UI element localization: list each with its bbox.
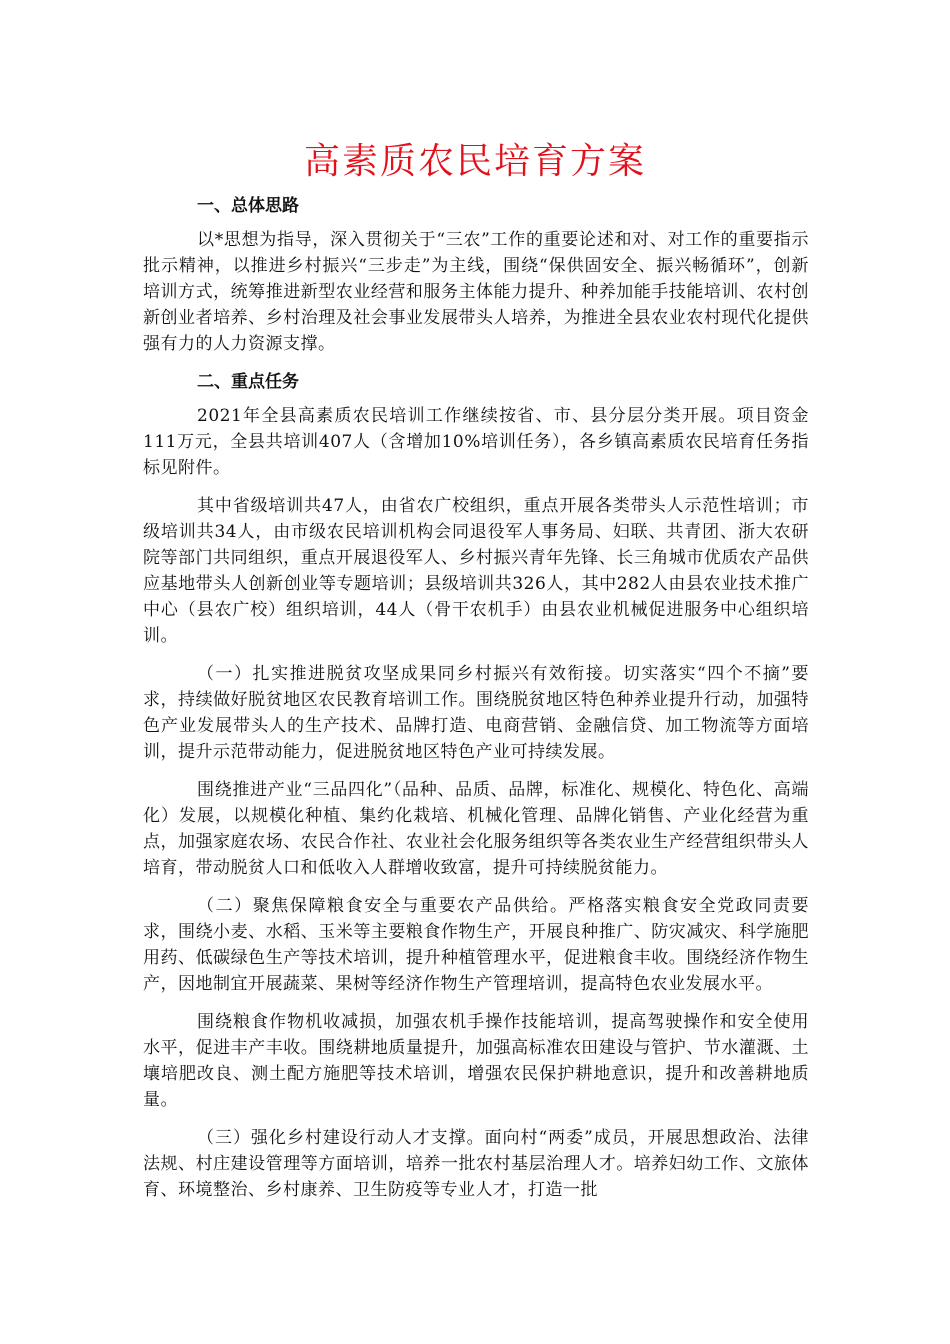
section-heading-overall-approach: 一、总体思路 xyxy=(197,196,299,216)
paragraph: （二）聚焦保障粮食安全与重要农产品供给。严格落实粮食安全党政同责要求，围绕小麦、水稻、玉米等主要粮食作物生产，开展良种推广、防灾减灾、科学施肥用药、低碳绿色生产等技术培训，提升种植管理水平，促进粮食丰收。围绕经济作物生产，因地制宜开展蔬菜、果树等经济作物生产管理培训，提高特色农业发展水平。 xyxy=(143,896,809,994)
paragraph: 2021年全县高素质农民培训工作继续按省、市、县分层分类开展。项目资金111万元，全县共培训407人（含增加10%培训任务），各乡镇高素质农民培育任务指标见附件。 xyxy=(143,406,809,478)
section-heading-key-tasks: 二、重点任务 xyxy=(197,372,299,392)
paragraph: （一）扎实推进脱贫攻坚成果同乡村振兴有效衔接。切实落实“四个不摘”要求，持续做好脱贫地区农民教育培训工作。围绕脱贫地区特色种养业提升行动，加强特色产业发展带头人的生产技术、品牌打造、电商营销、金融信贷、加工物流等方面培训，提升示范带动能力，促进脱贫地区特色产业可持续发展。 xyxy=(143,664,809,762)
paragraph: 其中省级培训共47人，由省农广校组织，重点开展各类带头人示范性培训；市级培训共34人，由市级农民培训机构会同退役军人事务局、妇联、共青团、浙大农研院等部门共同组织，重点开展退役军人、乡村振兴青年先锋、长三角城市优质农产品供应基地带头人创新创业等专题培训；县级培训共326人，其中282人由县农业技术推广中心（县农广校）组织培训，44人（骨干农机手）由县农业机械促进服务中心组织培训。 xyxy=(143,496,809,646)
paragraph: （三）强化乡村建设行动人才支撑。面向村“两委”成员，开展思想政治、法律法规、村庄建设管理等方面培训，培养一批农村基层治理人才。培养妇幼工作、文旅体育、环境整治、乡村康养、卫生防疫等专业人才，打造一批 xyxy=(143,1128,809,1200)
document-body xyxy=(143,193,809,1203)
paragraph: 以*思想为指导，深入贯彻关于“三农”工作的重要论述和对、对工作的重要指示批示精神，以推进乡村振兴“三步走”为主线，围绕“保供固安全、振兴畅循环”，创新培训方式，统筹推进新型农业经营和服务主体能力提升、种养加能手技能培训、农村创新创业者培养、乡村治理及社会事业发展带头人培养，为推进全县农业农村现代化提供强有力的人力资源支撑。 xyxy=(143,230,809,354)
document-title: 高素质农民培育方案 xyxy=(303,141,646,182)
paragraph: 围绕粮食作物机收减损，加强农机手操作技能培训，提高驾驶操作和安全使用水平，促进丰产丰收。围绕耕地质量提升，加强高标准农田建设与管护、节水灌溉、土壤培肥改良、测土配方施肥等技术培训，增强农民保护耕地意识，提升和改善耕地质量。 xyxy=(143,1012,809,1110)
paragraph: 围绕推进产业“三品四化”（品种、品质、品牌，标准化、规模化、特色化、高端化）发展，以规模化种植、集约化栽培、机械化管理、品牌化销售、产业化经营为重点，加强家庭农场、农民合作社、农业社会化服务组织等各类农业生产经营组织带头人培育，带动脱贫人口和低收入人群增收致富，提升可持续脱贫能力。 xyxy=(143,780,809,878)
